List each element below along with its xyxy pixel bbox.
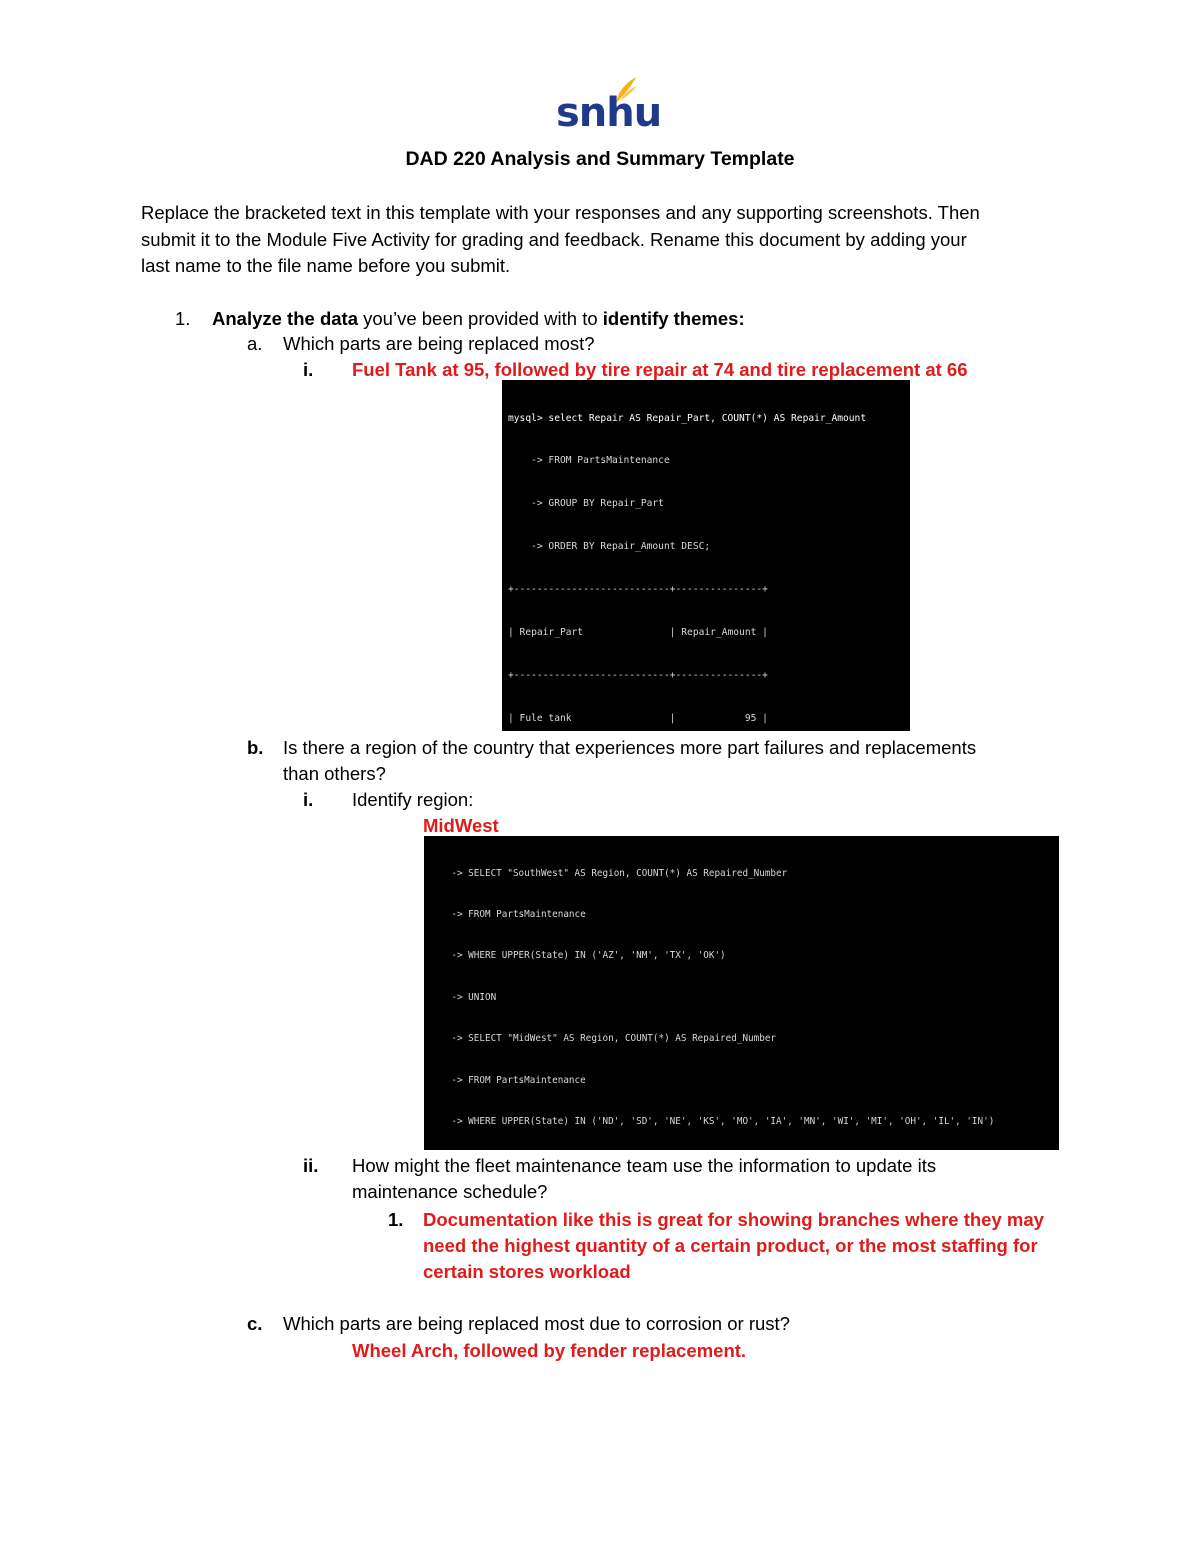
q1b-ii-text-line-1: How might the fleet maintenance team use the information to update its: [352, 1155, 937, 1176]
terminal-line: -> SELECT "MidWest" AS Region, COUNT(*) AS Repaired_Number: [429, 1033, 777, 1045]
terminal-line: -> FROM PartsMaintenance: [508, 455, 670, 467]
terminal-line: mysql> select Repair AS Repair_Part, COUNT(*) AS Repair_Amount: [508, 412, 867, 424]
q1b-i-text: Identify region:: [352, 789, 474, 810]
q1b-text-line-2: than others?: [283, 763, 386, 784]
q1-text: [212, 306, 745, 332]
q1a-text: Which parts are being replaced most?: [283, 333, 595, 354]
q1b-ii-answer-line-2: need the highest quantity of a certain product, or the most staffing for: [423, 1235, 1038, 1256]
q1-number: 1.: [175, 308, 191, 329]
logo-text: snhu: [556, 90, 662, 136]
intro-line-1: Replace the bracketed text in this template with your responses and any supporting screenshots. Then: [141, 202, 980, 223]
q1-bold-2: identify themes:: [602, 308, 745, 329]
q1c-marker: c.: [247, 1313, 263, 1334]
q1c-text: Which parts are being replaced most due to corrosion or rust?: [283, 1313, 790, 1334]
terminal-line: -> FROM PartsMaintenance: [429, 1074, 586, 1086]
q1a-answer: Fuel Tank at 95, followed by tire repair at 74 and tire replacement at 66: [352, 359, 968, 380]
intro-line-3: last name to the file name before you submit.: [141, 255, 511, 276]
terminal-line: -> GROUP BY Repair_Part: [508, 498, 664, 510]
q1-bold-1: Analyze the data: [212, 308, 358, 329]
q1b-ii-text-line-2: maintenance schedule?: [352, 1181, 548, 1202]
q1b-ii-1-marker: 1.: [388, 1209, 404, 1230]
snhu-logo: [556, 75, 662, 136]
q1-mid-text: you’ve been provided with to: [358, 308, 603, 329]
terminal-line: -> WHERE UPPER(State) IN ('ND', 'SD', 'NE', 'KS', 'MO', 'IA', 'MN', 'WI', 'MI', 'OH', 'IL', 'IN'): [429, 1115, 995, 1127]
sql-output-screenshot-parts: [502, 380, 910, 731]
q1b-ii-answer-line-3: certain stores workload: [423, 1261, 631, 1282]
q1b-i-marker: i.: [303, 789, 314, 810]
q1b-ii-marker: ii.: [303, 1155, 319, 1176]
q1c-answer: Wheel Arch, followed by fender replacement.: [352, 1340, 747, 1361]
terminal-line: -> WHERE UPPER(State) IN ('AZ', 'NM', 'TX', 'OK'): [429, 950, 726, 962]
sql-output-screenshot-regions: [424, 836, 1059, 1150]
q1b-i-answer: MidWest: [423, 815, 499, 836]
intro-line-2: submit it to the Module Five Activity for grading and feedback. Rename this document by adding your: [141, 229, 967, 250]
q1a-i-marker: i.: [303, 359, 314, 380]
q1b-marker: b.: [247, 737, 264, 758]
terminal-line: -> FROM PartsMaintenance: [429, 908, 586, 920]
terminal-line: -> UNION: [429, 991, 497, 1003]
q1b-text-line-1: Is there a region of the country that experiences more part failures and replacements: [283, 737, 977, 758]
terminal-line: | Fule tank | 95 |: [508, 712, 768, 724]
q1a-marker: a.: [247, 333, 263, 354]
terminal-line: -> ORDER BY Repair_Amount DESC;: [508, 541, 711, 553]
document-title: DAD 220 Analysis and Summary Template: [405, 148, 795, 170]
terminal-line: +---------------------------+---------------+: [508, 669, 768, 681]
q1b-ii-answer-line-1: Documentation like this is great for showing branches where they may: [423, 1209, 1044, 1230]
terminal-line: -> SELECT "SouthWest" AS Region, COUNT(*) AS Repaired_Number: [429, 867, 788, 879]
terminal-line: +---------------------------+---------------+: [508, 584, 768, 596]
terminal-line: | Repair_Part | Repair_Amount |: [508, 627, 768, 639]
